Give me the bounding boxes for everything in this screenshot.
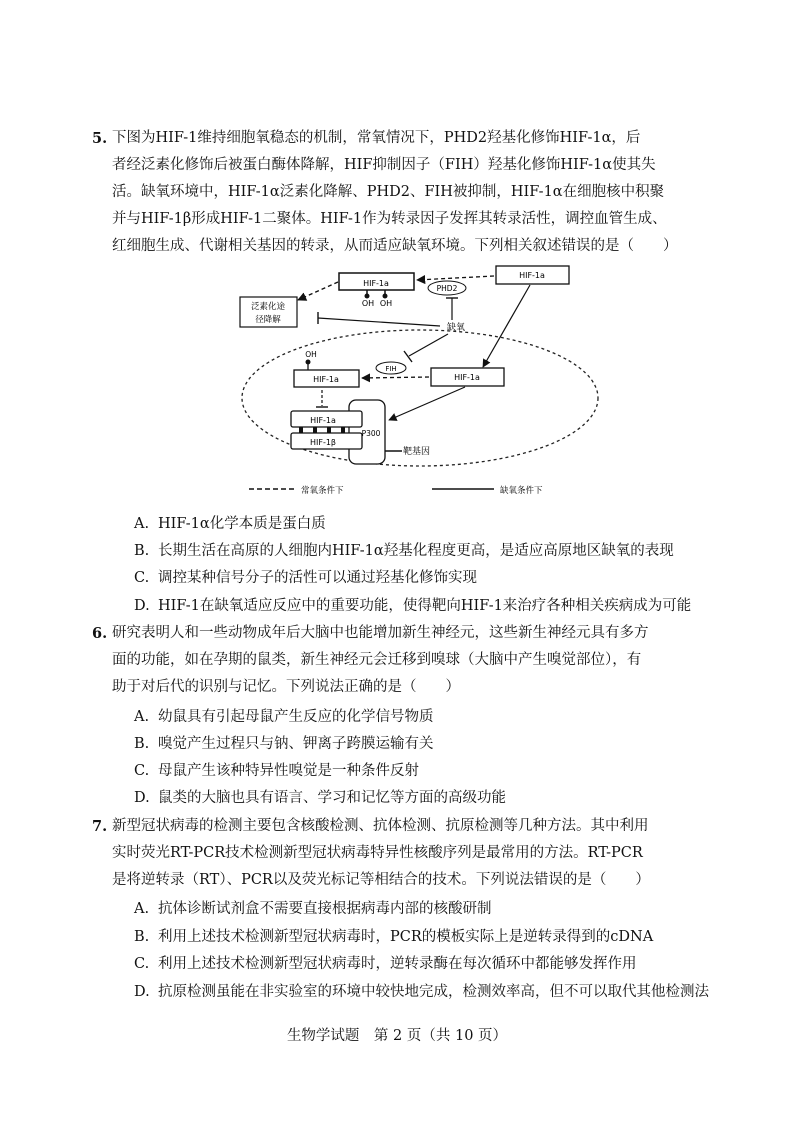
oh-dot xyxy=(306,360,311,365)
option-text: 利用上述技术检测新型冠状病毒时，PCR的模板实际上是逆转录得到的cDNA xyxy=(158,929,654,945)
hif1a-top-right-label: HIF-1a xyxy=(519,271,545,280)
option-text: 母鼠产生该种特异性嗅觉是一种条件反射 xyxy=(158,763,419,779)
ubiquitin-label-line1: 泛素化途 xyxy=(250,302,286,312)
option-d xyxy=(134,785,694,812)
oh-label: OH xyxy=(361,299,375,308)
dimer-link xyxy=(341,427,345,433)
p300-label: P300 xyxy=(361,429,381,438)
dimer-link xyxy=(299,427,303,433)
question-stem-line: 是将逆转录（RT）、PCR以及荧光标记等相结合的技术。下列说法错误的是（ ） xyxy=(112,872,650,888)
question-stem-line: 红细胞生成、代谢相关基因的转录，从而适应缺氧环境。下列相关叙述错误的是（ ） xyxy=(112,238,678,254)
hypoxia-dimerization-arrow xyxy=(389,387,465,420)
option-text: 嗅觉产生过程只与钠、钾离子跨膜运输有关 xyxy=(158,736,434,752)
hypoxia-nuclear-entry-arrow xyxy=(483,285,530,367)
option-label: A. xyxy=(134,901,150,917)
oh-dot xyxy=(365,294,370,299)
option-text: 长期生活在高原的人细胞内HIF-1α羟基化程度更高，是适应高原地区缺氧的表现 xyxy=(158,543,674,559)
hif1a-cytoplasm-label: HIF-1a xyxy=(363,279,389,288)
page-footer: 生物学试题 第 2 页（共 10 页） xyxy=(286,1028,508,1044)
question-number: 6. xyxy=(92,625,108,642)
ubiquitin-label-line2: 径降解 xyxy=(255,315,281,325)
option-a xyxy=(134,511,694,538)
question-7 xyxy=(92,813,694,894)
question-number: 7. xyxy=(92,818,108,835)
legend-normoxia-label: 常氧条件下 xyxy=(301,486,344,496)
inhibition-bar xyxy=(404,351,412,362)
option-text: HIF-1在缺氧适应反应中的重要功能，使得靶向HIF-1来治疗各种相关疾病成为可能 xyxy=(158,598,692,614)
question-stem-line: 并与HIF-1β形成HIF-1二聚体。HIF-1作为转录因子发挥其转录活性，调控血管生成、 xyxy=(112,211,667,227)
question-stem-line: 者经泛素化修饰后被蛋白酶体降解，HIF抑制因子（FIH）羟基化修饰HIF-1α使其失 xyxy=(112,157,656,173)
option-label: C. xyxy=(134,570,150,586)
target-gene-label: 靶基因 xyxy=(403,447,431,457)
option-text: 幼鼠具有引起母鼠产生反应的化学信号物质 xyxy=(158,709,434,725)
question-6 xyxy=(92,620,694,701)
option-b xyxy=(134,538,694,565)
option-text: 调控某种信号分子的活性可以通过羟基化修饰实现 xyxy=(158,570,477,586)
oh-label: OH xyxy=(379,299,393,308)
option-label: D. xyxy=(134,790,150,806)
option-label: C. xyxy=(134,956,150,972)
option-text: 鼠类的大脑也具有语言、学习和记忆等方面的高级功能 xyxy=(158,790,506,806)
option-c xyxy=(134,758,694,785)
option-c xyxy=(134,565,694,592)
normoxia-degradation-arrow xyxy=(298,282,338,300)
option-a xyxy=(134,704,694,731)
dimer-link xyxy=(313,427,317,433)
question-stem-line: 研究表明人和一些动物成年后大脑中也能增加新生神经元，这些新生神经元具有多方 xyxy=(112,625,649,641)
question-stem-line: 助于对后代的识别与记忆。下列说法正确的是（ ） xyxy=(112,679,460,695)
question-stem-line: 活。缺氧环境中，HIF-1α泛素化降解、PHD2、FIH被抑制，HIF-1α在细胞核中积聚 xyxy=(112,184,665,200)
hypoxia-inhibits-fih xyxy=(409,334,448,356)
option-label: B. xyxy=(134,736,150,752)
question-stem-line: 下图为HIF-1维持细胞氧稳态的机制，常氧情况下，PHD2羟基化修饰HIF-1α，后 xyxy=(112,130,641,146)
hif1b-complex-label: HIF-1β xyxy=(309,438,337,447)
option-text: 抗体诊断试剂盒不需要直接根据病毒内部的核酸研制 xyxy=(158,901,492,917)
question-stem-line: 新型冠状病毒的检测主要包含核酸检测、抗体检测、抗原检测等几种方法。其中利用 xyxy=(112,818,649,834)
hif1a-complex-label: HIF-1a xyxy=(310,416,336,425)
option-b xyxy=(134,731,694,758)
option-label: D. xyxy=(134,984,150,1000)
legend-hypoxia-label: 缺氧条件下 xyxy=(500,486,543,496)
dimer-link xyxy=(327,427,331,433)
option-label: B. xyxy=(134,543,150,559)
option-label: D. xyxy=(134,598,150,614)
option-d xyxy=(134,979,718,1006)
hif1a-nuclear-right-label: HIF-1a xyxy=(454,373,480,382)
oh-dot xyxy=(383,294,388,299)
fih-label: FIH xyxy=(385,365,397,373)
option-text: 利用上述技术检测新型冠状病毒时，逆转录酶在每次循环中都能够发挥作用 xyxy=(158,956,637,972)
option-label: B. xyxy=(134,929,150,945)
option-d xyxy=(134,593,694,620)
normoxia-hydroxylation-arrow xyxy=(417,276,494,280)
question-number: 5. xyxy=(92,130,108,147)
option-label: A. xyxy=(134,516,150,532)
normoxia-fih-hydroxylation-arrow xyxy=(362,377,429,378)
hif1a-nuclear-left-label: HIF-1a xyxy=(313,375,339,384)
hypoxia-label: 缺氧 xyxy=(446,323,466,333)
option-label: C. xyxy=(134,763,150,779)
question-stem-line: 面的功能，如在孕期的鼠类，新生神经元会迁移到嗅球（大脑中产生嗅觉部位），有 xyxy=(112,652,642,668)
question-stem-line: 实时荧光RT-PCR技术检测新型冠状病毒特异性核酸序列是最常用的方法。RT-PCR xyxy=(112,845,643,861)
option-b xyxy=(134,924,694,951)
phd2-label: PHD2 xyxy=(436,284,458,293)
option-text: 抗原检测虽能在非实验室的环境中较快地完成，检测效率高，但不可以取代其他检测法 xyxy=(158,984,709,1000)
option-a xyxy=(134,896,694,923)
oh-nuclear-label: OH xyxy=(305,350,317,359)
option-text: HIF-1α化学本质是蛋白质 xyxy=(158,516,326,532)
hypoxia-inhibits-ubiquitin xyxy=(318,318,440,326)
option-c xyxy=(134,951,694,978)
option-label: A. xyxy=(134,709,150,725)
